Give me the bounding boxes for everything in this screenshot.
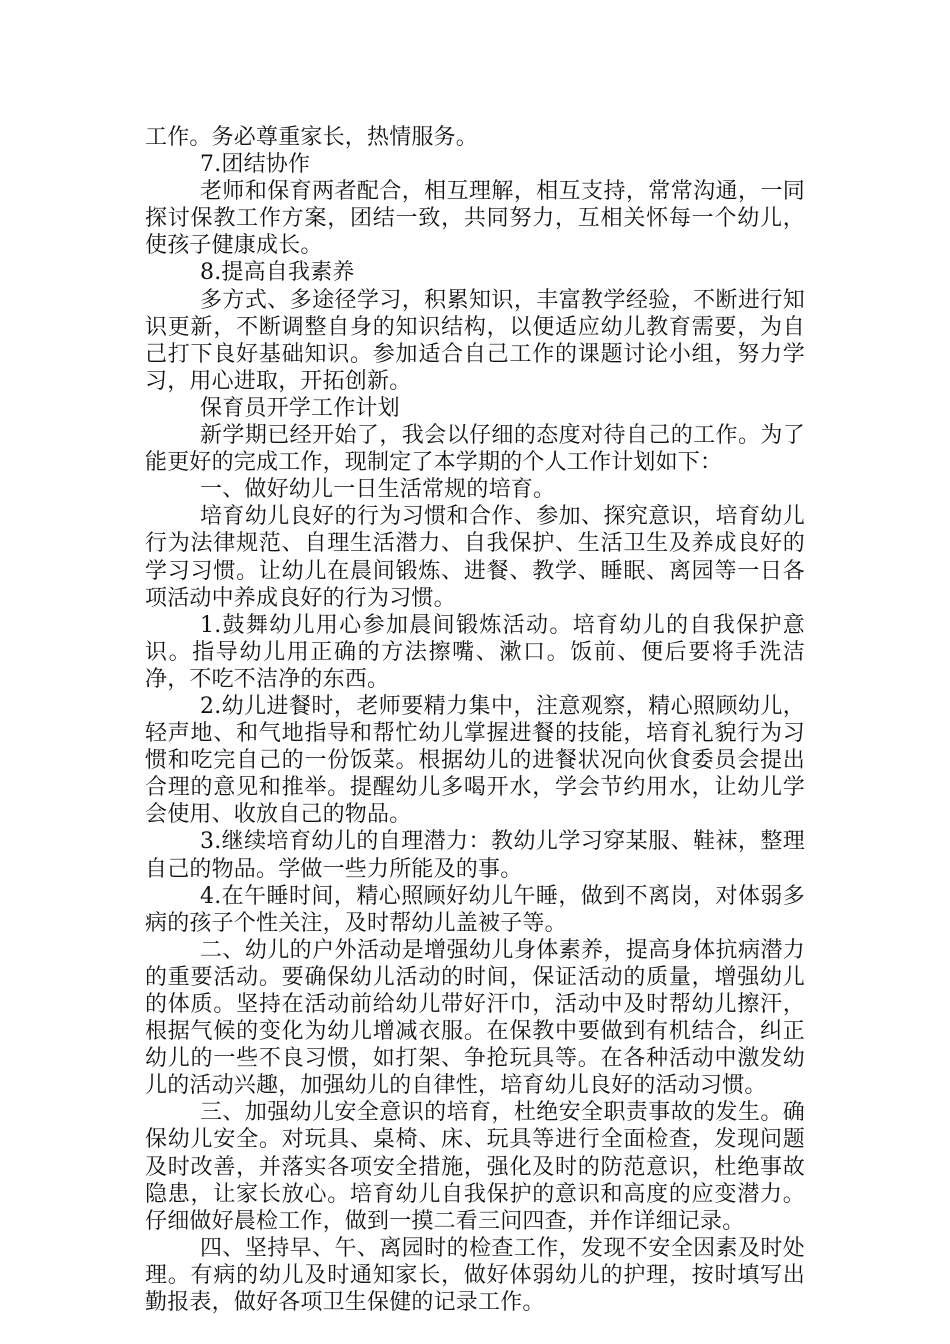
list-item-2: 2.幼儿进餐时，老师要精力集中，注意观察，精心照顾幼儿，轻声地、和气地指导和帮忙幼儿掌握进餐的技能，培育礼貌行为习惯和吃完自己的一份饭菜。根据幼儿的进餐状况向伙食委员会提出合理的意见和推举。提醒幼儿多喝开水，学会节约用水，让幼儿学会使用、收放自己的物品。 bbox=[145, 693, 805, 828]
document-body bbox=[145, 124, 805, 1316]
paragraph-daily-routine: 培育幼儿良好的行为习惯和合作、参加、探究意识，培育幼儿行为法律规范、自理生活潜力、自我保护、生活卫生及养成良好的学习习惯。让幼儿在晨间锻炼、进餐、教学、睡眠、离园等一日各项活动中养成良好的行为习惯。 bbox=[145, 504, 805, 611]
heading-self-improvement: 8.提高自我素养 bbox=[200, 260, 355, 286]
paragraph-teamwork: 老师和保育两者配合，相互理解，相互支持，常常沟通，一同探讨保教工作方案，团结一致，共同努力，互相关怀每一个幼儿，使孩子健康成长。 bbox=[145, 179, 805, 259]
section-title-semester-plan: 保育员开学工作计划 bbox=[200, 395, 400, 421]
heading-teamwork: 7.团结协作 bbox=[200, 152, 311, 178]
heading-daily-routine: 一、做好幼儿一日生活常规的培育。 bbox=[200, 477, 556, 503]
paragraph-outdoor-activities: 二、幼儿的户外活动是增强幼儿身体素养，提高身体抗病潜力的重要活动。要确保幼儿活动的时间，保证活动的质量，增强幼儿的体质。坚持在活动前给幼儿带好汗巾，活动中及时帮幼儿擦汗，根据气候的变化为幼儿增减衣服。在保教中要做到有机结合，纠正幼儿的一些不良习惯，如打架、争抢玩具等。在各种活动中激发幼儿的活动兴趣，加强幼儿的自律性，培育幼儿良好的活动习惯。 bbox=[145, 937, 805, 1099]
paragraph-self-improvement: 多方式、多途径学习，积累知识，丰富教学经验，不断进行知识更新，不断调整自身的知识结构，以便适应幼儿教育需要，为自己打下良好基础知识。参加适合自己工作的课题讨论小组，努力学习，用心进取，开拓创新。 bbox=[145, 287, 805, 394]
list-item-4: 4.在午睡时间，精心照顾好幼儿午睡，做到不离岗，对体弱多病的孩子个性关注，及时帮幼儿盖被子等。 bbox=[145, 883, 805, 936]
paragraph-intro: 新学期已经开始了，我会以仔细的态度对待自己的工作。为了能更好的完成工作，现制定了本学期的个人工作计划如下： bbox=[145, 423, 805, 476]
paragraph-safety: 三、加强幼儿安全意识的培育，杜绝安全职责事故的发生。确保幼儿安全。对玩具、桌椅、床、玩具等进行全面检查，发现问题及时改善，并落实各项安全措施，强化及时的防范意识，杜绝事故隐患，让家长放心。培育幼儿自我保护的意识和高度的应变潜力。仔细做好晨检工作，做到一摸二看三问四查，并作详细记录。 bbox=[145, 1100, 805, 1234]
paragraph-continuation: 工作。务必尊重家长，热情服务。 bbox=[145, 125, 479, 150]
list-item-1: 1.鼓舞幼儿用心参加晨间锻炼活动。培育幼儿的自我保护意识。指导幼儿用正确的方法擦嘴、漱口。饭前、便后要将手洗洁净，不吃不洁净的东西。 bbox=[145, 612, 805, 692]
paragraph-inspection: 四、坚持早、午、离园时的检查工作，发现不安全因素及时处理。有病的幼儿及时通知家长，做好体弱幼儿的护理，按时填写出勤报表，做好各项卫生保健的记录工作。 bbox=[145, 1235, 805, 1316]
list-item-3: 3.继续培育幼儿的自理潜力：教幼儿学习穿某服、鞋袜，整理自己的物品。学做一些力所能及的事。 bbox=[145, 829, 805, 882]
